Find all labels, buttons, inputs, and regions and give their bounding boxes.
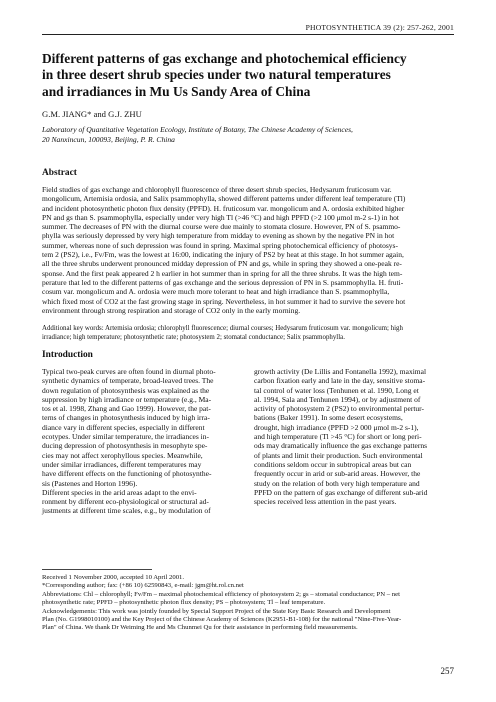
intro-line: cies may not affect xerophyllous species. Meanwhile,: [42, 450, 203, 460]
paper-title: [42, 51, 454, 100]
introduction-right-column: [254, 367, 454, 506]
abstract-line: mongolicum, Artemisia ordosia, and Salix psammophylla, showed different patterns under different leaf temperature (Tl): [42, 194, 406, 204]
abstract-line: and incident photosynthetic photon flux density (PPFD). H. fruticosum var. mongolicum and A. ordosia exhibited higher: [42, 203, 405, 213]
intro-line: ronment by different eco-physiological or structural ad-: [42, 497, 209, 507]
intro-line: frequently occur in arid or sub-arid areas. However, the: [254, 469, 421, 479]
abstract-body: [42, 185, 454, 315]
affiliation-line: Laboratory of Quantitative Vegetation Ecology, Institute of Botany, The Chinese Academy of Sciences,: [42, 125, 353, 134]
intro-line: bations (Baker 1991). In some desert ecosystems,: [254, 413, 403, 423]
footnote-line: *Corresponding author; fax: (+86 10) 62590843, e-mail: jgm@ht.rol.cn.net: [42, 582, 244, 590]
intro-line: carbon fixation early and late in the day, sensitive stoma-: [254, 376, 426, 386]
intro-line: Different species in the arid areas adapt to the envi-: [42, 487, 197, 497]
affiliation-line: 20 Nanxincun, 100093, Beijing, P. R. China: [42, 135, 175, 144]
intro-line: and high temperature (Tl >45 °C) for short or long peri-: [254, 432, 422, 442]
intro-line: growth activity (De Lillis and Fontanella 1992), maximal: [254, 367, 427, 376]
intro-line: sis (Pastenes and Horton 1996).: [42, 478, 138, 488]
intro-line: species received less attention in the past years.: [254, 497, 397, 507]
intro-line: ecotypes. Under similar temperature, the irradiances in-: [42, 432, 210, 442]
intro-line: tos et al. 1998, Zhang and Gao 1999). However, the pat-: [42, 404, 211, 414]
abstract-line: tem 2 (PS2), i.e., Fv/Fm, was the lowest at 16:00, indicating the injury of PS2 by heat at this stage. In hot summer again,: [42, 250, 404, 260]
abstract-line: phylla was seriously depressed by very high temperature from midday to evening as shown by the negative PN in hot: [42, 231, 395, 241]
intro-line: tal control of water loss (Tenhunen et al. 1990, Long et: [254, 385, 419, 395]
affiliation: [42, 125, 454, 145]
intro-line: ods may dramatically influence the gas exchange patterns: [254, 441, 428, 451]
journal-header: PHOTOSYNTHETICA 39 (2): 257-262, 2001: [305, 23, 454, 32]
intro-line: Typical two-peak curves are often found in diurnal photo-: [42, 367, 216, 376]
footnotes: [42, 574, 454, 633]
intro-line: conditions seldom occur in subtropical areas but can: [254, 459, 412, 469]
footnote-line: Acknowledgements: This work was jointly founded by Special Support Project of the State Key Basic Research and Development: [42, 607, 391, 615]
intro-line: drought, high irradiance (PPFD >2 000 μmol m-2 s-1),: [254, 422, 419, 432]
intro-line: PPFD on the pattern of gas exchange of different sub-arid: [254, 487, 428, 497]
footnote-line: Abbreviations: Chl – chlorophyll; Fv/Fm – maximal photochemical efficiency of photosystem 2; gs – stomatal conductance; PN – net: [42, 590, 400, 598]
intro-line: of plants and limit their production. Such environmental: [254, 450, 423, 460]
abstract-line: sponse. And the first peak appeared 2 h earlier in hot summer than in spring for all the three shrubs. It was the high tem-: [42, 268, 403, 278]
footnote-line: Plan (No. G1998010100) and the Key Project of the Chinese Academy of Sciences (K2951-B1-108) for the national "Nine-Five-Year-: [42, 616, 402, 624]
keywords-line: irradiance; high temperature; photosynthetic rate; photosystem 2; stomatal conductance; Salix psammophylla.: [42, 334, 345, 341]
authors: G.M. JIANG* and G.J. ZHU: [42, 109, 142, 119]
footnote-line: photosynthetic rate; PPFD – photosynthetic photon flux density; PS – photosystem; Tl – leaf temperature.: [42, 599, 326, 607]
abstract-line: environment through strong respiration and storage of CO2 only in the early morning.: [42, 305, 301, 315]
abstract-line: cosum var. mongolicum and A. ordosia were much more tolerant to heat and high irradiance than S. psammophylla,: [42, 287, 390, 297]
intro-line: ducing depression of photosynthesis in mesophyte spe-: [42, 441, 208, 451]
title-line: and irradiances in Mu Us Sandy Area of China: [42, 83, 311, 99]
additional-keywords: [42, 324, 454, 342]
footnote-rule: [42, 569, 152, 570]
intro-line: suppression by high irradiance or temperature (e.g., Ma-: [42, 394, 212, 404]
header-rule: [42, 34, 454, 35]
page-number: 257: [440, 666, 454, 676]
abstract-line: all the three shrubs underwent pronounced midday depression of PN and gs, while in spring they showed a one-peak re-: [42, 259, 402, 269]
keywords-line: Additional key words: Artemisia ordosia; chlorophyll fluorescence; diurnal courses; Hedysarum fruticosum var. mongolicum; high: [42, 325, 403, 332]
intro-line: diance vary in different species, especially in different: [42, 422, 205, 432]
abstract-line: Field studies of gas exchange and chlorophyll fluorescence of three desert shrub species, Hedysarum fruticosum var.: [42, 185, 392, 194]
intro-line: terns of changes in photosynthesis induced by high irra-: [42, 413, 210, 423]
title-line: Different patterns of gas exchange and photochemical efficiency: [42, 51, 407, 66]
intro-line: al. 1994, Sala and Tenhunen 1994), or by adjustment of: [254, 394, 421, 404]
footnote-line: Plan" of China. We thank Dr Weiming He and Ms Chunmei Qu for their assistance in performing field measurements.: [42, 624, 358, 632]
footnote-line: Received 1 November 2000, accepted 10 April 2001.: [42, 574, 185, 581]
intro-line: down regulation of photosynthesis was explained as the: [42, 385, 210, 395]
intro-line: justments at different time scales, e.g., by modulation of: [42, 506, 211, 516]
abstract-line: summer, whereas none of such depression was found in spring. Maximal spring photochemical efficiency of photosys-: [42, 240, 398, 250]
abstract-line: summer. The decreases of PN with the diurnal course were due mainly to stomata closure. However, PN of S. psammo-: [42, 222, 401, 232]
abstract-line: PN and gs than S. psammophylla, especially under very high Tl (>46 °C) and high PPFD (>2 100 μmol m-2 s-1) in hot: [42, 212, 399, 222]
intro-line: have different effects on the functioning of photosynthe-: [42, 469, 212, 479]
introduction-heading: Introduction: [42, 350, 93, 360]
intro-line: activity of photosystem 2 (PS2) to environmental pertur-: [254, 404, 425, 414]
intro-line: under similar irradiances, different temperatures may: [42, 459, 202, 469]
abstract-line: perature that led to the different patterns of gas exchange and the serious depression of PN in S. psammophylla. H. fruti-: [42, 277, 404, 287]
abstract-line: which fixed most of CO2 at the fast growing stage in spring. Nevertheless, in hot summer it had to survive the severe hot: [42, 296, 406, 306]
intro-line: synthetic dynamics of temperate, broad-leaved trees. The: [42, 376, 214, 386]
title-line: in three desert shrub species under two natural temperatures: [42, 67, 391, 83]
introduction-left-column: [42, 367, 242, 516]
abstract-heading: Abstract: [42, 168, 77, 178]
intro-line: study on the relation of both very high temperature and: [254, 478, 420, 488]
